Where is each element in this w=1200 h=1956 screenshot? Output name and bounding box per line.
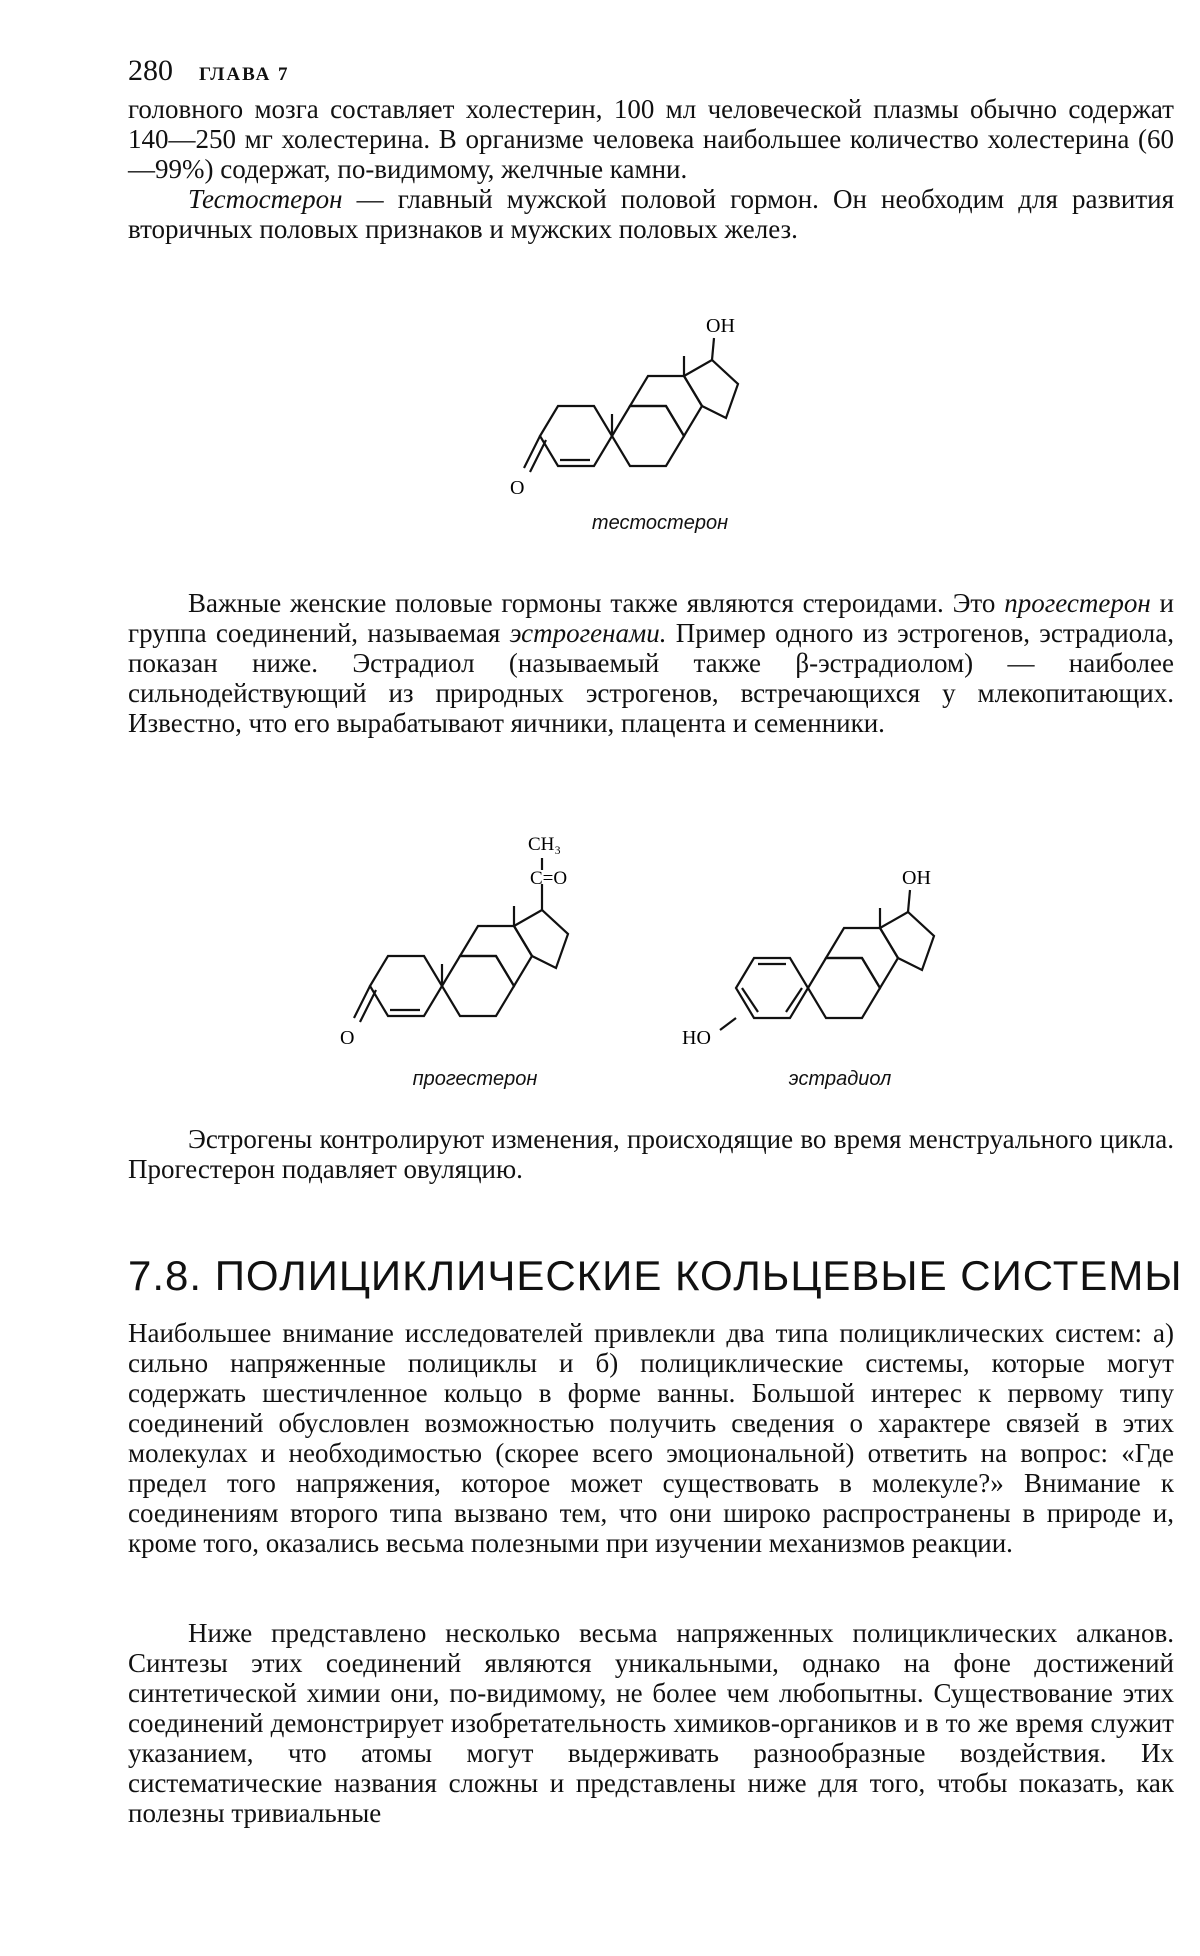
chapter-title: ГЛАВА 7: [199, 64, 290, 85]
carbonyl-o-label: O: [510, 477, 525, 499]
term-progesterone: прогестерон: [1004, 588, 1151, 618]
oh-label: OH: [902, 867, 931, 889]
page-header: [128, 54, 290, 88]
term-estrogens: эстрогенами.: [509, 618, 667, 648]
page-number: 280: [128, 54, 173, 87]
paragraph-text: головного мозга составляет холестерин, 100 мл человеческой плазмы обычно содержат 140—250 мг холестерина. В организме человека наибольшее количество холестерина (60—99%) содержат, по-видимому, желчные камни.: [128, 94, 1174, 184]
ho-label: HO: [682, 1027, 711, 1049]
paragraph-text: — главный мужской половой гормон. Он необходим для развития вторичных половых признаков и мужских половых желез.: [128, 184, 1174, 244]
term-testosterone: Тестостерон: [188, 184, 343, 214]
oh-label: OH: [706, 315, 735, 337]
paragraph-estrogens: Эстрогены контролируют изменения, происходящие во время менструального цикла. Прогестерон подавляет овуляцию.: [128, 1124, 1174, 1184]
carbonyl-o-label: O: [340, 1027, 355, 1049]
caption-estradiol: эстрадиол: [788, 1068, 892, 1090]
paragraph-cholesterol: [128, 94, 1174, 244]
paragraph-polycyclic: Наибольшее внимание исследователей привлекли два типа полициклических систем: а) сильно напряженные полициклы и б) полициклические системы, которые могут содержать шестичленное кольцо в форме ванны. Большой интерес к первому типу соединений обусловлен возможностью получить сведения о характере связей в этих молекулах и необходимостью (скорее всего эмоциональной) ответить на вопрос: «Где предел того напряжения, которое может существовать в молекуле?» Внимание к соединениям второго типа вызвано тем, что они широко распространены в природе и, кроме того, оказались весьма полезными при изучении механизмов реакции.: [128, 1318, 1174, 1558]
paragraph-female-hormones: Важные женские половые гормоны также являются стероидами. Это прогестерон и группа соединений, называемая эстрогенами. Пример одного из эстрогенов, эстрадиола, показан ниже. Эстрадиол (называемый также β-эстрадиолом) — наиболее сильнодействующий из природных эстрогенов, встречающихся у млекопитающих. Известно, что его вырабатывают яичники, плацента и семенники.: [128, 588, 1175, 738]
ketone-label: C=O: [530, 868, 568, 889]
section-heading: 7.8. ПОЛИЦИКЛИЧЕСКИЕ КОЛЬЦЕВЫЕ СИСТЕМЫ: [128, 1252, 1183, 1299]
progesterone-structure: [330, 818, 660, 1068]
testosterone-structure: [500, 308, 840, 518]
estradiol-structure: [680, 860, 990, 1060]
ch3-label: CH₃: [528, 834, 562, 855]
caption-testosterone: тестостерон: [591, 512, 729, 534]
paragraph-strained-alkanes: Ниже представлено несколько весьма напряженных полициклических алканов. Синтезы этих соединений являются уникальными, однако на фоне достижений синтетической химии они, по-видимому, не более чем любопытны. Существование этих соединений демонстрирует изобретательность химиков-органиков и в то же время служит указанием, что атомы могут выдерживать разнообразные воздействия. Их систематические названия сложны и представлены ниже для того, чтобы показать, как полезны тривиальные: [128, 1618, 1174, 1828]
caption-progesterone: прогестерон: [412, 1068, 538, 1090]
